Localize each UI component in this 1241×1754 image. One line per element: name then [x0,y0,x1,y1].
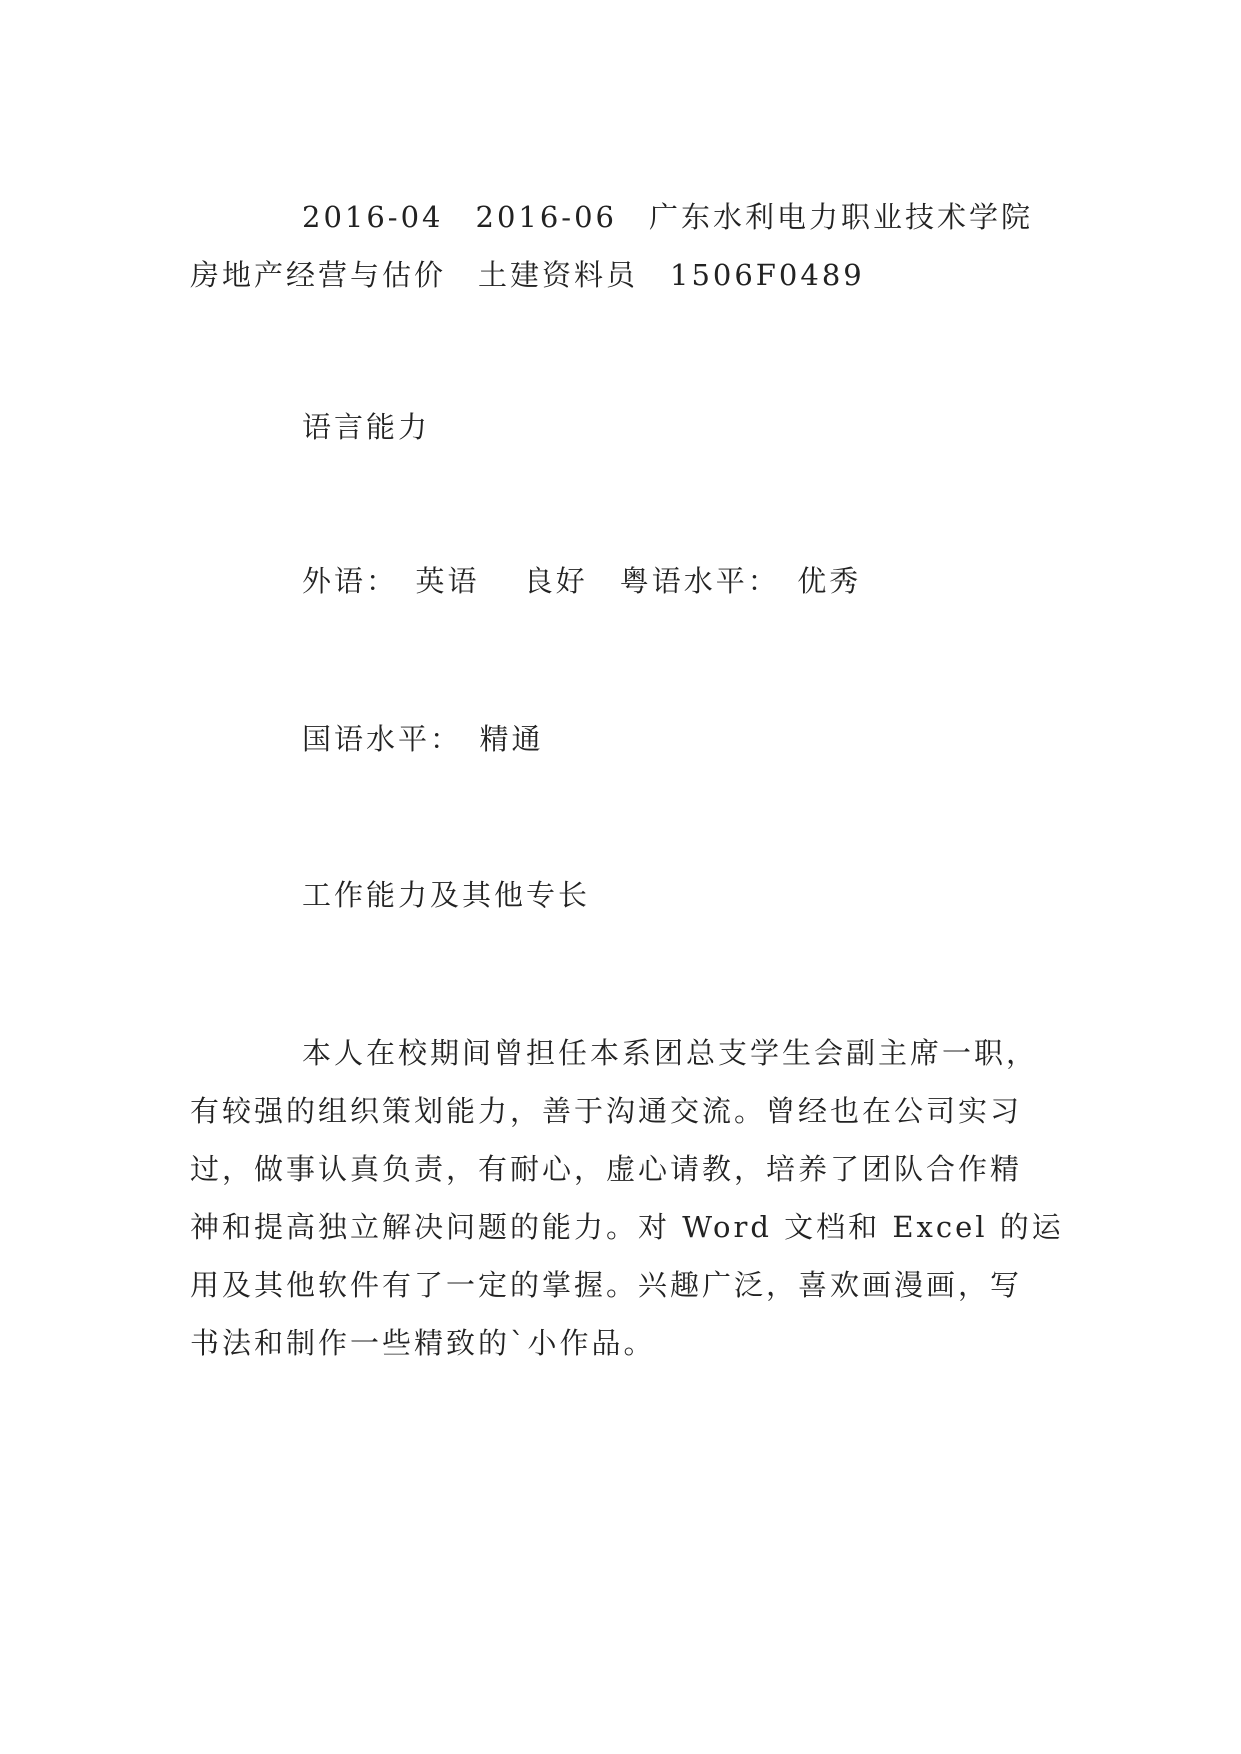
education-dates-school: 2016-04 2016-06 广东水利电力职业技术学院 [302,200,1034,234]
work-paragraph-line: 用及其他软件有了一定的掌握。兴趣广泛，喜欢画漫画，写 [190,1268,1023,1302]
work-paragraph [190,1024,1064,1372]
work-paragraph-line: 过，做事认真负责，有耐心，虚心请教，培养了团队合作精 [190,1152,1023,1186]
work-paragraph-line: 有较强的组织策划能力，善于沟通交流。曾经也在公司实习 [190,1094,1023,1128]
education-entry [190,188,1050,304]
foreign-language-block [190,552,1050,610]
work-paragraph-line: 本人在校期间曾担任本系团总支学生会副主席一职， [302,1036,1039,1070]
language-heading-block [190,398,1050,456]
foreign-language-text: 外语： 英语 良好 粤语水平： 优秀 [302,564,862,598]
education-major-id: 房地产经营与估价 土建资料员 1506F0489 [190,258,865,292]
work-heading: 工作能力及其他专长 [302,878,591,912]
mandarin-text: 国语水平： 精通 [302,722,544,756]
work-paragraph-line: 书法和制作一些精致的`小作品。 [190,1326,656,1360]
work-heading-block [190,866,1050,924]
mandarin-block [190,710,1050,768]
work-paragraph-line: 神和提高独立解决问题的能力。对 Word 文档和 Excel 的运 [190,1210,1064,1244]
language-heading: 语言能力 [302,410,431,444]
